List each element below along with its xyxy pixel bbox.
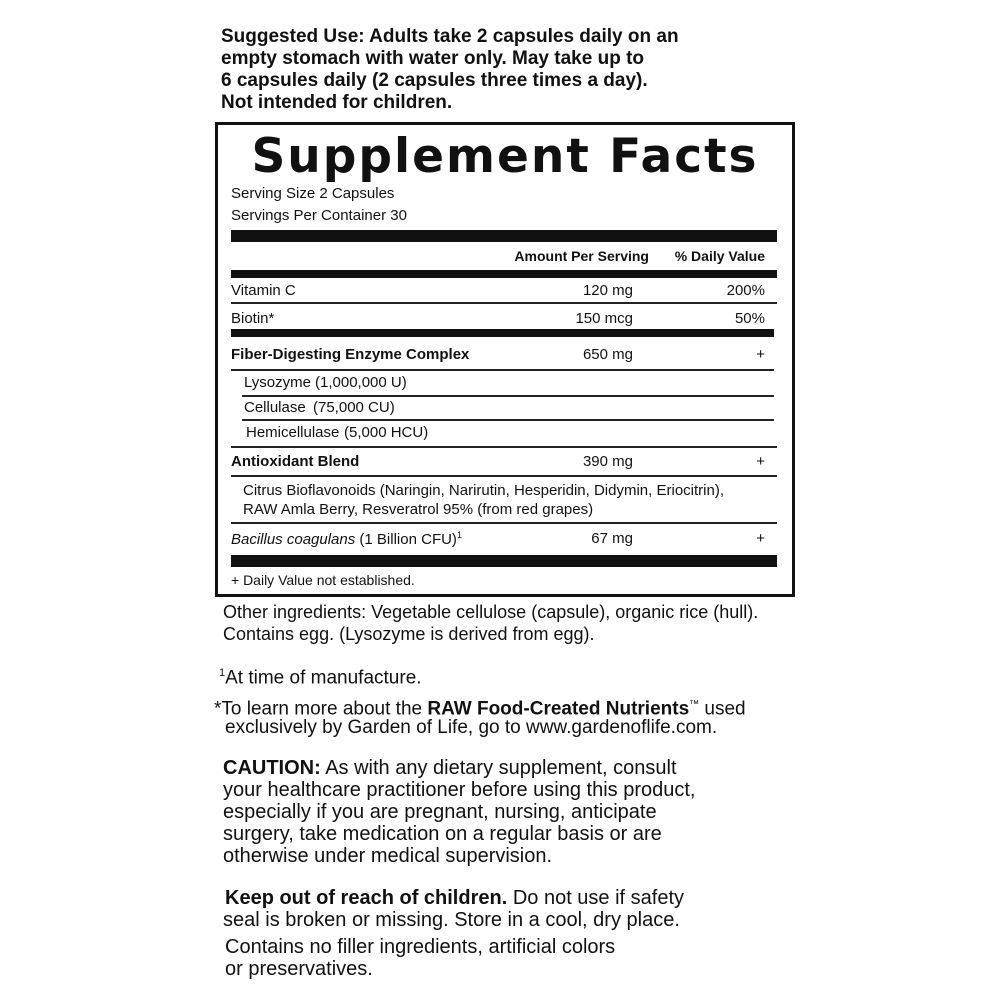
divider-thick xyxy=(231,230,777,242)
text-line: Citrus Bioflavonoids (Naringin, Narirutin, Hesperidin, Didymin, Eriocitrin), xyxy=(243,482,724,499)
nutrient-amount: 390 mg xyxy=(582,453,633,470)
sub-ingredient-row xyxy=(231,424,777,444)
other-ingredients: Other ingredients: Vegetable cellulose (capsule), organic rice (hull). xyxy=(223,602,759,622)
divider xyxy=(231,475,777,477)
nutrient-dv: + xyxy=(756,530,765,547)
nutrient-row xyxy=(231,453,777,473)
allergen-note: Contains egg. (Lysozyme is derived from egg). xyxy=(223,624,595,644)
text: At time of manufacture. xyxy=(225,667,422,689)
serving-size: Serving Size 2 Capsules xyxy=(231,185,395,202)
suggested-use xyxy=(221,26,679,48)
nutrient-name: Biotin* xyxy=(231,310,275,327)
nutrient-row xyxy=(231,282,777,302)
divider xyxy=(231,369,774,371)
nutrient-name: Bacillus coagulans xyxy=(231,531,356,548)
divider xyxy=(242,419,774,421)
header-row xyxy=(231,248,777,268)
text-line: empty stomach with water only. May take up to xyxy=(221,48,645,69)
sub-ingredient-row xyxy=(231,374,777,394)
header-amount: Amount Per Serving xyxy=(514,248,649,264)
suggested-use-label: Suggested Use: xyxy=(221,26,365,47)
facts-title: Supplement Facts xyxy=(251,129,759,184)
text-line: seal is broken or missing. Store in a cool, dry place. xyxy=(223,909,680,931)
nutrient-amount: 650 mg xyxy=(582,346,633,363)
trademark: ™ xyxy=(689,699,700,710)
text-line: Contains no filler ingredients, artificial colors xyxy=(225,936,616,958)
text-line: As with any dietary supplement, consult xyxy=(320,757,677,779)
nutrient-name: Vitamin C xyxy=(231,282,296,299)
nutrient-amount: 67 mg xyxy=(591,530,633,547)
divider xyxy=(231,302,777,304)
text-line: otherwise under medical supervision. xyxy=(223,845,553,867)
brand-name: RAW Food-Created Nutrients xyxy=(427,698,690,720)
servings-per-container: Servings Per Container 30 xyxy=(231,207,407,224)
nutrient-amount: 150 mcg xyxy=(575,310,633,327)
header-dv: % Daily Value xyxy=(674,248,765,264)
text-line: especially if you are pregnant, nursing, anticipate xyxy=(223,801,657,823)
text-line: Adults take 2 capsules daily on an xyxy=(364,26,679,47)
warning-label: Keep out of reach of children. xyxy=(225,887,508,909)
text-line: your healthcare practitioner before using this product, xyxy=(223,779,696,801)
text-line: RAW Amla Berry, Resveratrol 95% (from red grapes) xyxy=(243,501,594,518)
divider xyxy=(231,446,777,448)
blend-contents xyxy=(231,482,777,518)
divider xyxy=(231,522,777,524)
footnote-marker: 1 xyxy=(456,530,462,540)
caution-label: CAUTION: xyxy=(223,757,321,779)
sub-unit: (75,000 CU) xyxy=(313,399,395,416)
divider-medium xyxy=(231,329,774,337)
keep-out-warning xyxy=(225,887,684,909)
supplement-facts-panel xyxy=(215,122,795,597)
sub-name: Cellulase xyxy=(244,399,306,416)
text-line: 6 capsules daily (2 capsules three times a day). xyxy=(221,70,648,91)
text: *To learn more about the xyxy=(214,698,428,720)
divider-thick xyxy=(231,555,777,567)
nutrient-row xyxy=(231,346,777,366)
caution xyxy=(223,757,677,779)
website-line: exclusively by Garden of Life, go to www.gardenoflife.com. xyxy=(225,717,718,738)
sub-name: Lysozyme xyxy=(244,374,311,391)
text-line: Not intended for children. xyxy=(221,92,453,113)
nutrient-name: Antioxidant Blend xyxy=(231,453,360,470)
nutrient-dv: + xyxy=(756,346,765,363)
sub-name: Hemicellulase xyxy=(246,424,340,441)
sub-ingredient-row xyxy=(231,399,777,419)
text-line: surgery, take medication on a regular basis or are xyxy=(223,823,662,845)
divider-medium xyxy=(231,270,777,278)
nutrient-suffix: (1 Billion CFU) xyxy=(355,531,457,548)
footnote-marker: 1 xyxy=(219,667,226,679)
nutrient-amount: 120 mg xyxy=(582,282,633,299)
text-line: or preservatives. xyxy=(225,958,373,980)
nutrient-row xyxy=(231,530,777,550)
nutrient-row xyxy=(231,310,777,330)
nutrient-name: Fiber-Digesting Enzyme Complex xyxy=(231,346,470,363)
nutrient-dv: 200% xyxy=(726,282,765,299)
text: used xyxy=(699,698,746,720)
nutrient-dv: + xyxy=(756,453,765,470)
dv-footnote: + Daily Value not established. xyxy=(231,572,415,588)
divider xyxy=(242,395,774,397)
sub-unit: (5,000 HCU) xyxy=(344,424,429,441)
manufacture-note xyxy=(219,662,422,689)
sub-unit: (1,000,000 U) xyxy=(315,374,407,391)
text-line: Do not use if safety xyxy=(507,887,685,909)
nutrient-dv: 50% xyxy=(734,310,765,327)
